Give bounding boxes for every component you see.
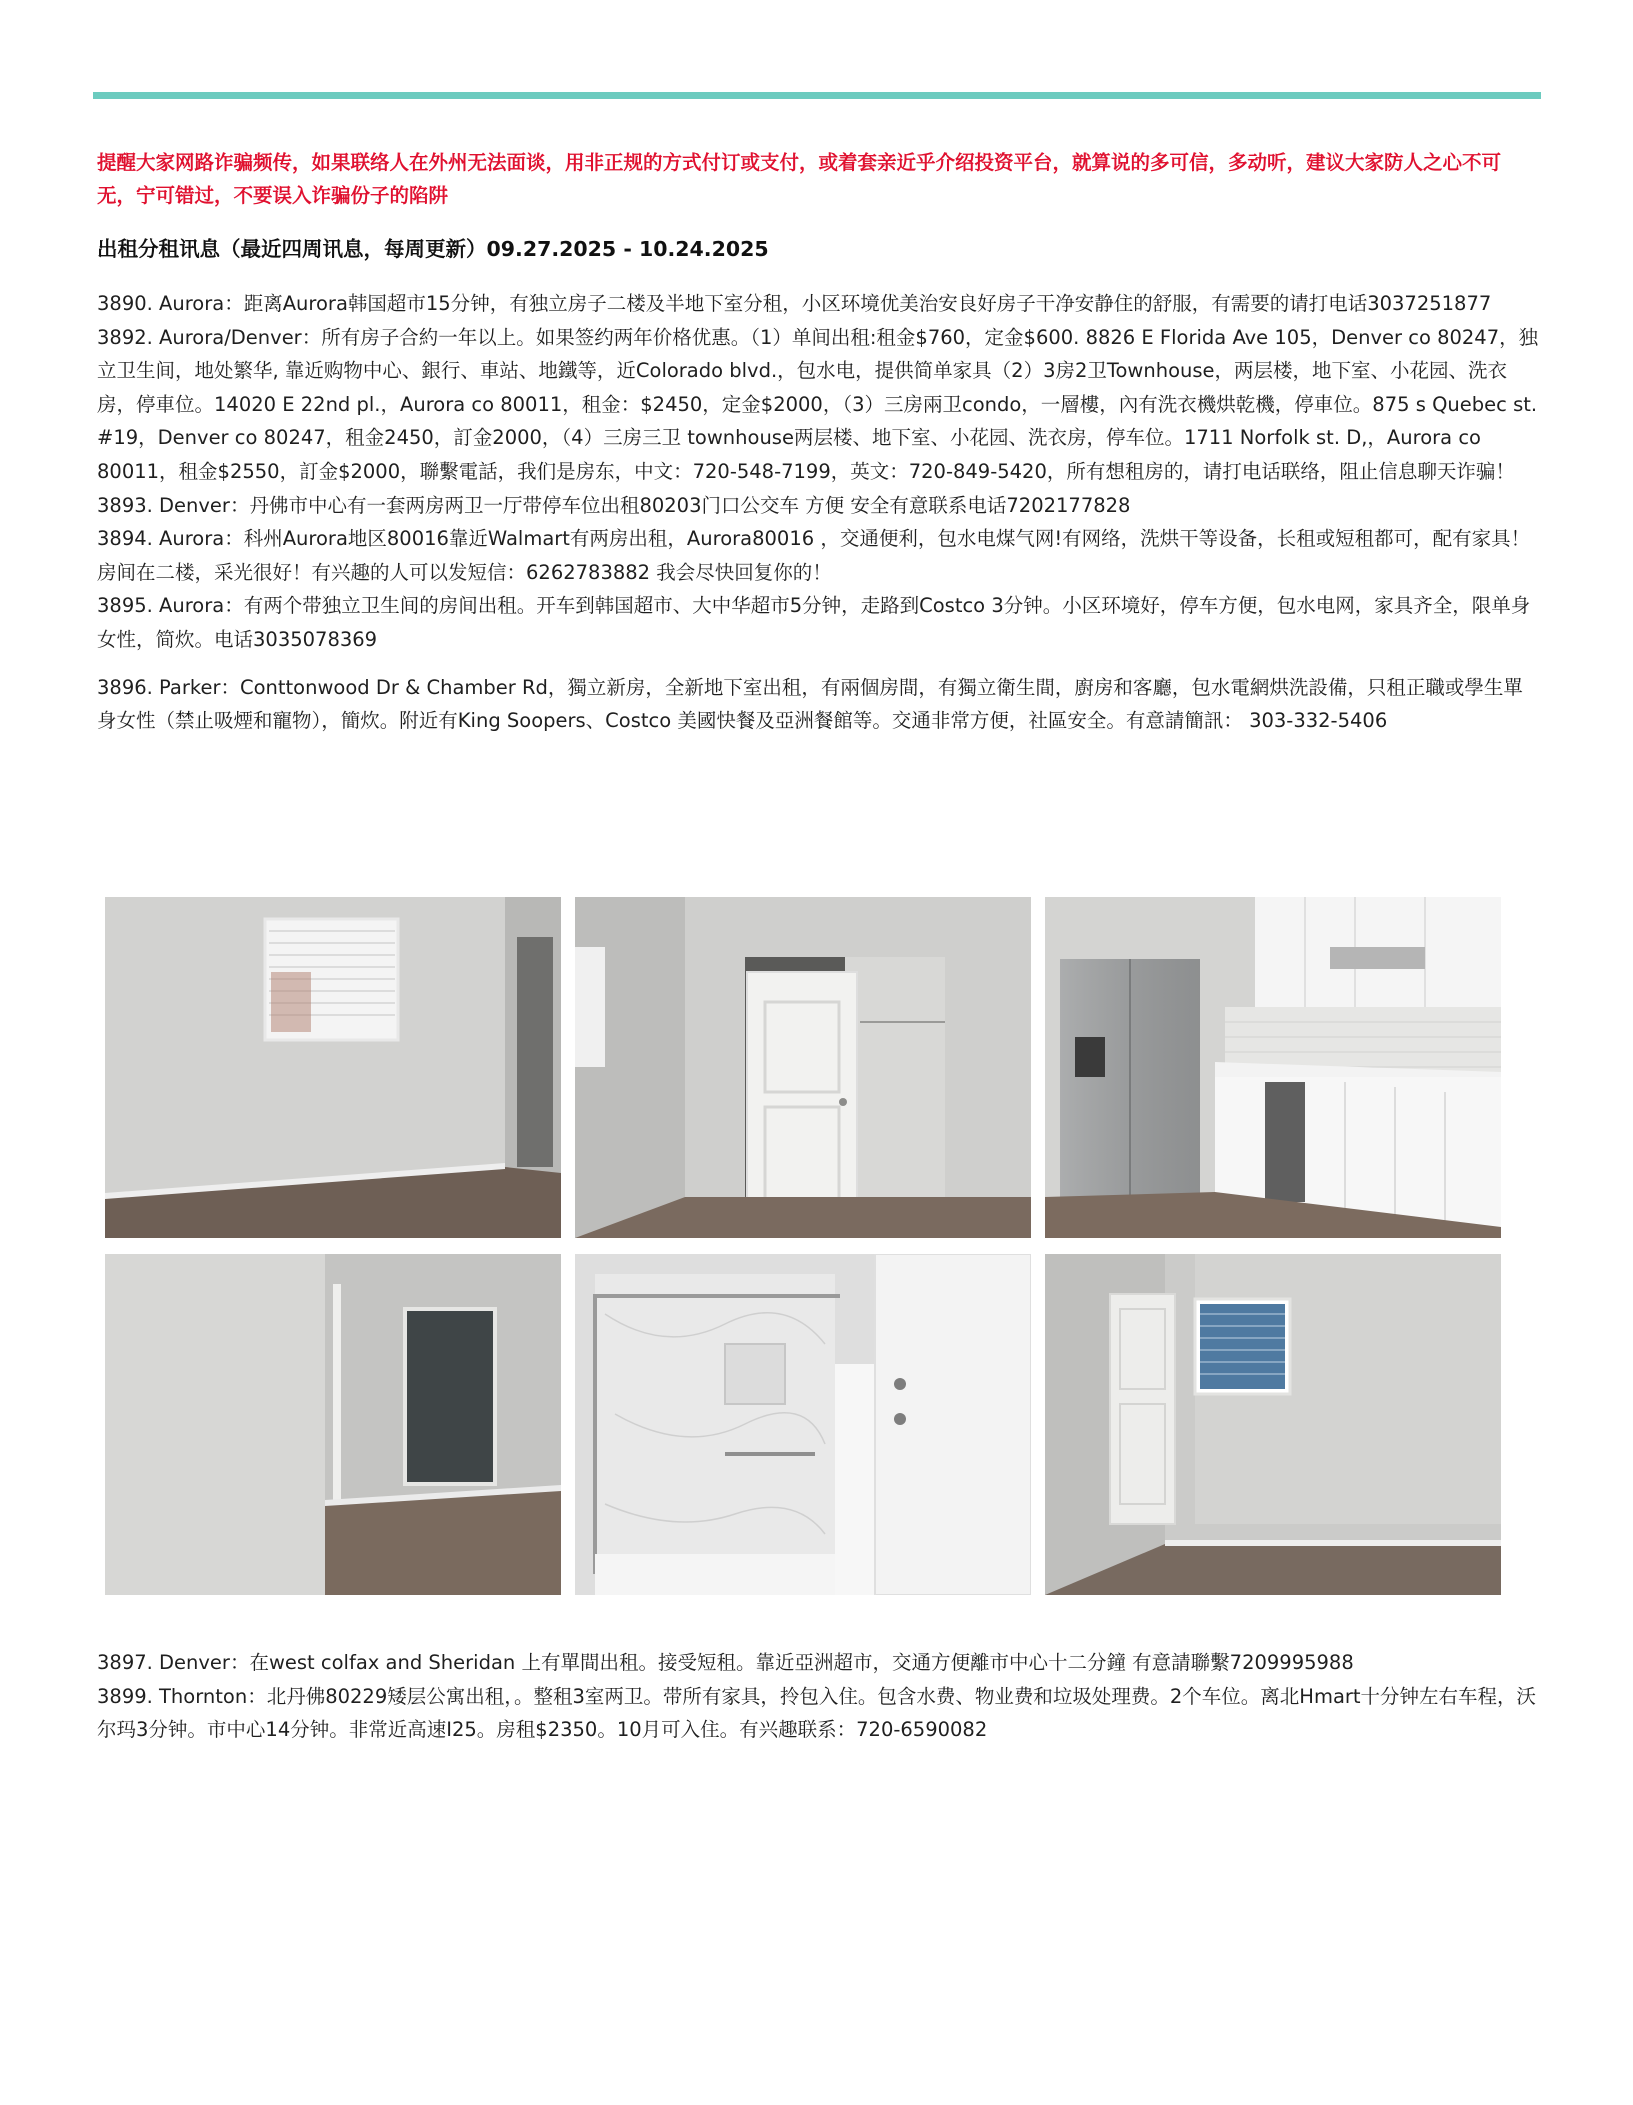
kitchen-photo [1045,897,1501,1238]
photo-grid [105,897,1501,1596]
listing-3899: 3899. Thornton：北丹佛80229矮层公寓出租，。整租3室两卫。带所有家具，拎包入住。包含水费、物业费和垃圾处理费。2个车位。离北Hmart十分钟左右车程，沃尔玛3分钟。市中心14分钟。非常近高速I25。房租$2350。10月可入住。有兴趣联系：720-6590082 [97,1684,1537,1742]
listing-3897: 3897. Denver：在west colfax and Sheridan 上有單間出租。接受短租。靠近亞洲超市，交通方便離市中心十二分鐘 有意請聯繫7209995988 [97,1651,1354,1674]
listings-block [97,287,1539,738]
listing-3894: 3894. Aurora：科州Aurora地区80016靠近Walmart有两房出租，Aurora80016 ，交通便利，包水电煤气网!有网络，洗烘干等设备，长租或短租都可，配有家具！房间在二楼，采光很好！有兴趣的人可以发短信：6262783882 我会尽快回复你的！ [97,527,1531,584]
fraud-warning: 提醒大家网路诈骗频传，如果联络人在外州无法面谈，用非正规的方式付订或支付，或着套亲近乎介绍投资平台，就算说的多可信，多动听，建议大家防人之心不可无，宁可错过，不要误入诈骗份子的陷阱 [97,151,1502,207]
bedroom-door-photo [1045,1254,1501,1595]
listing-3896: 3896. Parker：Conttonwood Dr & Chamber Rd，獨立新房，全新地下室出租，有兩個房間，有獨立衛生間，廚房和客廳，包水電網烘洗設備，只租正職或學生單身女性（禁止吸煙和寵物），簡炊。附近有King Soopers、Costco 美國快餐及亞洲餐館等。交通非常方便，社區安全。有意請簡訊： 303-332-5406 [97,675,1523,733]
header-divider [93,92,1541,99]
listing-3892: 3892. Aurora/Denver：所有房子合約一年以上。如果签约两年价格优惠。（1）单间出租:租金$760，定金$600. 8826 E Florida Ave 105，Denver co 80247，独立卫生间，地处繁华, 靠近购物中心、銀行、車站、地鐵等，近Colorado blvd.，包水电，提供简单家具（2）3房2卫Townhouse，两层楼，地下室、小花园、洗衣房，停車位。14020 E 22nd pl.，Aurora co 80011，租金：$2450，定金$2000，（3）三房兩卫condo，一層樓，內有洗衣機烘乾機，停車位。875 s Quebec st. #19，Denver co 80247，租金2450，訂金2000，（4）三房三卫 townhouse两层楼、地下室、小花园、洗衣房，停车位。1711 Norfolk st. D,，Aurora co 80011，租金$2550，訂金$2000，聯繫電話，我们是房东，中文：720-548-7199，英文：720-849-5420，所有想租房的，请打电话联络，阻止信息聊天诈骗！ [97,325,1539,483]
closet-door-photo [575,897,1031,1238]
listing-3895: 3895. Aurora：有两个带独立卫生间的房间出租。开车到韩国超市、大中华超市5分钟，走路到Costco 3分钟。小区环境好，停车方便，包水电网，家具齐全，限单身女性，简炊。电话3035078369 [97,594,1531,651]
bathroom-shower-photo [575,1254,1031,1595]
listing-3890: 3890. Aurora：距离Aurora韩国超市15分钟，有独立房子二楼及半地下室分租，小区环境优美治安良好房子干净安静住的舒服，有需要的请打电话3037251877 [97,292,1492,315]
listings-block-lower [97,1646,1539,1747]
listing-3893: 3893. Denver：丹佛市中心有一套两房两卫一厅带停车位出租80203门口公交车 方便 安全有意联系电话7202177828 [97,493,1131,517]
section-title: 出租分租讯息（最近四周讯息，每周更新）09.27.2025 - 10.24.2025 [97,237,769,261]
bedroom-window-photo [105,897,561,1238]
hallway-photo [105,1254,561,1595]
